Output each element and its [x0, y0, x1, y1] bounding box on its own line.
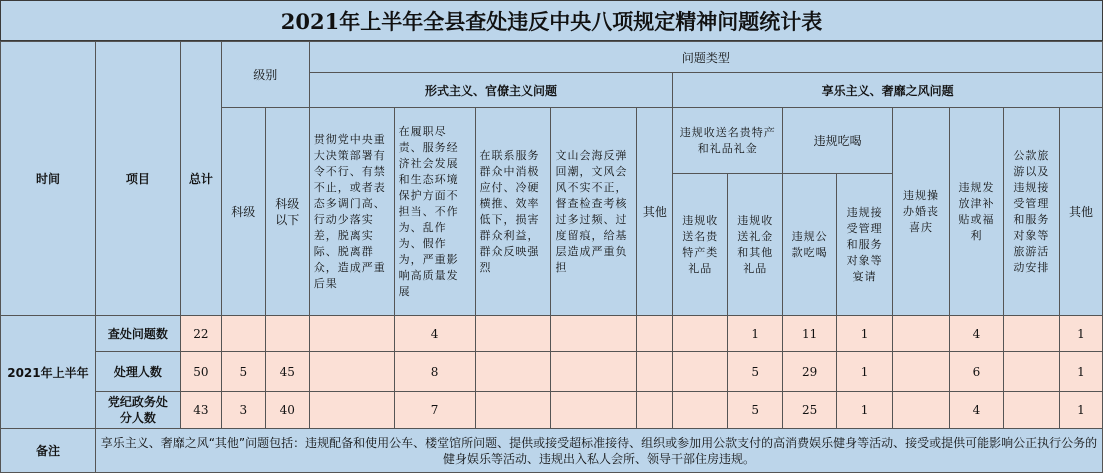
- travel-label: 公款旅游以及违规接受管理和服务对象等旅游活动安排: [1013, 148, 1050, 274]
- col-header-level-below: [265, 108, 309, 316]
- note-text: 享乐主义、奢靡之风“其他”问题包括：违规配备和使用公车、楼堂馆所问题、提供或接受超标准接待、组织或参加用公款支付的高消费娱乐健身等活动、接受或提供可能影响公正执行公务的健身娱乐等活动、违规出入私人会所、领导干部住房违规。: [95, 429, 1102, 473]
- col-header-wedding: [893, 108, 950, 316]
- row-item: 查处问题数: [95, 316, 180, 352]
- note-label: 备注: [1, 429, 96, 473]
- cell-f2: 8: [394, 352, 475, 392]
- cell-f4: [551, 352, 637, 392]
- col-header-gift1: [673, 174, 728, 316]
- gift2-label: 违规收送礼金和其他礼品: [737, 213, 774, 275]
- cell-s: 4: [950, 392, 1004, 429]
- eat1-label: 违规公款吃喝: [791, 229, 828, 259]
- col-header-eat1: [783, 174, 837, 316]
- cell-g2: 1: [728, 316, 783, 352]
- cell-f5: [637, 316, 673, 352]
- cell-total: 50: [180, 352, 221, 392]
- f2-label: 在履职尽责、服务经济社会发展和生态环境保护方面不担当、不作为、乱作为、假作为，严重影响高质量发展: [398, 124, 459, 298]
- cell-w: [893, 316, 950, 352]
- cell-o: 1: [1059, 316, 1102, 352]
- subsidy-label: 违规发放津补贴或福利: [958, 180, 995, 242]
- col-header-travel: [1003, 108, 1059, 316]
- cell-f4: [551, 392, 637, 429]
- wedding-label: 违规操办婚丧喜庆: [903, 188, 940, 234]
- table-row: [1, 392, 1103, 429]
- cell-e2: 1: [837, 352, 893, 392]
- cell-f1: [309, 316, 394, 352]
- cell-f2: 4: [394, 316, 475, 352]
- f3-label: 在联系服务群众中消极应付、冷硬横推、效率低下，损害群众利益，群众反映强烈: [479, 148, 540, 274]
- cell-ke: 3: [221, 392, 265, 429]
- cell-e2: 1: [837, 316, 893, 352]
- cell-f1: [309, 392, 394, 429]
- period-cell: 2021年上半年: [1, 316, 96, 429]
- cell-s: 4: [950, 316, 1004, 352]
- cell-o: 1: [1059, 352, 1102, 392]
- row-item: 处理人数: [95, 352, 180, 392]
- cell-e1: 25: [783, 392, 837, 429]
- cell-f2: 7: [394, 392, 475, 429]
- cell-g1: [673, 392, 728, 429]
- cell-ke: 5: [221, 352, 265, 392]
- col-header-level: 级别: [221, 42, 309, 108]
- stats-table: [0, 41, 1103, 473]
- note-row: [1, 429, 1103, 473]
- f1-label: 贯彻党中央重大决策部署有令不行、有禁不止，或者表态多调门高、行动少落实差，脱离实际、脱离群众，造成严重后果: [313, 132, 386, 290]
- cell-o: 1: [1059, 392, 1102, 429]
- gift-group-label: 违规收送名贵特产和礼品礼金: [679, 125, 776, 155]
- level-below-label: 科级以下: [275, 196, 300, 227]
- col-header-hedonism: 享乐主义、奢靡之风问题: [673, 73, 1103, 108]
- cell-t: [1003, 392, 1059, 429]
- col-header-eat-group: 违规吃喝: [783, 108, 893, 174]
- col-header-time: 时间: [1, 42, 96, 316]
- cell-w: [893, 352, 950, 392]
- cell-below: 40: [265, 392, 309, 429]
- cell-f4: [551, 316, 637, 352]
- cell-f3: [475, 392, 551, 429]
- cell-g2: 5: [728, 352, 783, 392]
- eat2-label: 违规接受管理和服务对象等宴请: [846, 205, 883, 283]
- cell-e2: 1: [837, 392, 893, 429]
- cell-total: 22: [180, 316, 221, 352]
- cell-f3: [475, 352, 551, 392]
- cell-s: 6: [950, 352, 1004, 392]
- table-row: [1, 352, 1103, 392]
- col-header-formalism: 形式主义、官僚主义问题: [309, 73, 673, 108]
- col-header-f1: [309, 108, 394, 316]
- cell-below: [265, 316, 309, 352]
- table-row: [1, 316, 1103, 352]
- col-header-problem-type: 问题类型: [309, 42, 1102, 73]
- cell-f1: [309, 352, 394, 392]
- cell-ke: [221, 316, 265, 352]
- col-header-f5: 其他: [637, 108, 673, 316]
- col-header-eat2: [837, 174, 893, 316]
- col-header-other: 其他: [1059, 108, 1102, 316]
- col-header-f2: [394, 108, 475, 316]
- sheet-title: 2021年上半年全县查处违反中央八项规定精神问题统计表: [0, 0, 1103, 41]
- row-item-label: 党纪政务处分人数: [107, 395, 168, 425]
- col-header-subsidy: [950, 108, 1004, 316]
- f4-label: 文山会海反弹回潮，文风会风不实不正，督查检查考核过多过频、过度留痕，给基层造成严重负担: [555, 148, 628, 274]
- col-header-total: 总计: [180, 42, 221, 316]
- cell-t: [1003, 352, 1059, 392]
- col-header-f3: [475, 108, 551, 316]
- cell-g1: [673, 352, 728, 392]
- cell-t: [1003, 316, 1059, 352]
- col-header-item: 项目: [95, 42, 180, 316]
- col-header-f4: [551, 108, 637, 316]
- cell-g1: [673, 316, 728, 352]
- gift1-label: 违规收送名贵特产类礼品: [682, 213, 719, 275]
- cell-f5: [637, 392, 673, 429]
- cell-f5: [637, 352, 673, 392]
- col-header-level-ke: 科级: [221, 108, 265, 316]
- cell-below: 45: [265, 352, 309, 392]
- cell-w: [893, 392, 950, 429]
- col-header-gift2: [728, 174, 783, 316]
- cell-g2: 5: [728, 392, 783, 429]
- col-header-gift-group: [673, 108, 783, 174]
- row-item: [95, 392, 180, 429]
- cell-f3: [475, 316, 551, 352]
- cell-total: 43: [180, 392, 221, 429]
- cell-e1: 29: [783, 352, 837, 392]
- cell-e1: 11: [783, 316, 837, 352]
